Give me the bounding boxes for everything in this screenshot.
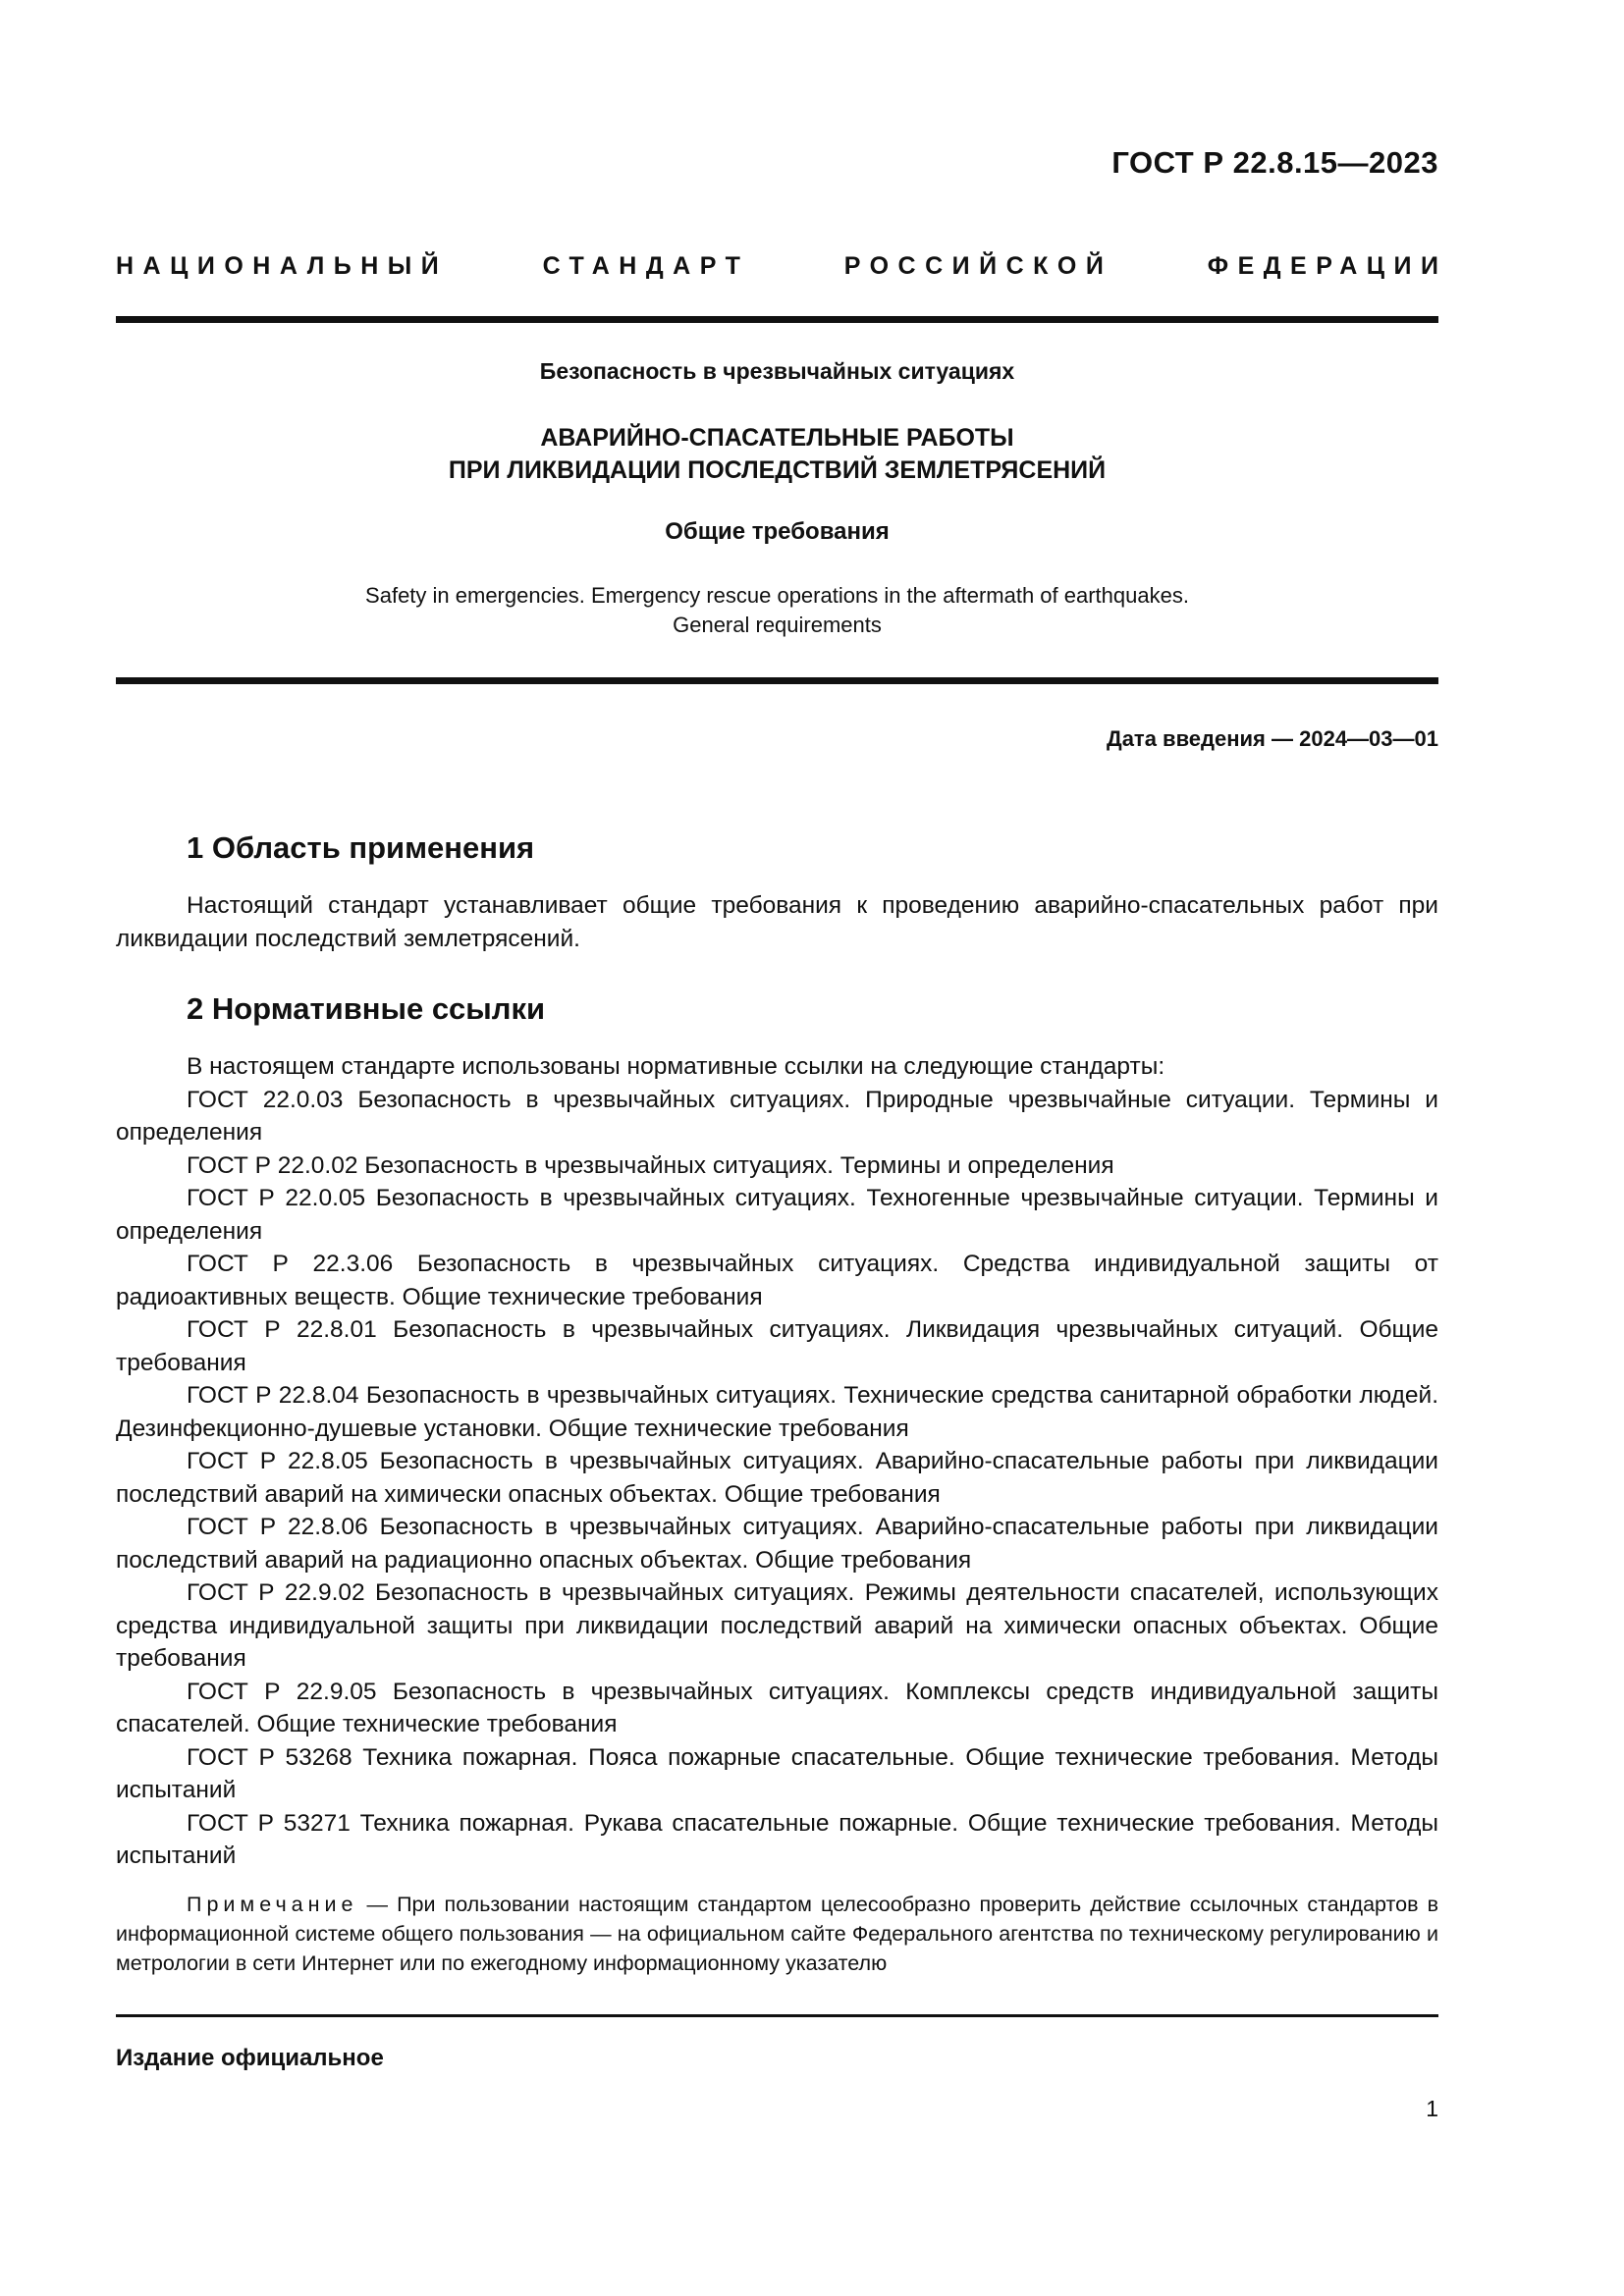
reference-item: ГОСТ Р 22.8.06 Безопасность в чрезвычайных ситуациях. Аварийно-спасательные работы при ликвидации последствий аварий на радиационно опасных объектах. Общие требования — [116, 1514, 1438, 1574]
section-heading-references: 2 Нормативные ссылки — [187, 991, 546, 1026]
banner-word: СТАНДАРТ — [542, 252, 750, 280]
reference-item: ГОСТ Р 22.8.04 Безопасность в чрезвычайных ситуациях. Технические средства санитарной обработки людей. Дезинфекционно-душевые установки. Общие технические требования — [116, 1382, 1438, 1442]
standard-subject: Безопасность в чрезвычайных ситуациях — [539, 358, 1015, 384]
title-divider — [116, 677, 1438, 684]
page-number: 1 — [1426, 2096, 1438, 2121]
note-label: Примечание — [187, 1893, 358, 1916]
reference-item: ГОСТ Р 22.0.02 Безопасность в чрезвычайных ситуациях. Термины и определения — [187, 1151, 1114, 1179]
top-divider — [116, 316, 1438, 323]
references-intro: В настоящем стандарте использованы нормативные ссылки на следующие стандарты: — [187, 1053, 1165, 1080]
banner-word: РОССИЙСКОЙ — [843, 252, 1113, 280]
reference-item: ГОСТ Р 53271 Техника пожарная. Рукава спасательные пожарные. Общие технические требования. Методы испытаний — [116, 1809, 1438, 1869]
banner-word: ФЕДЕРАЦИИ — [1207, 252, 1448, 280]
scope-paragraph: Настоящий стандарт устанавливает общие требования к проведению аварийно-спасательных работ при ликвидации последствий землетрясений. — [116, 892, 1438, 952]
official-edition-label: Издание официальное — [116, 2045, 384, 2071]
reference-item: ГОСТ Р 22.9.05 Безопасность в чрезвычайных ситуациях. Комплексы средств индивидуальной защиты спасателей. Общие технические требования — [116, 1678, 1438, 1737]
reference-item: ГОСТ Р 22.9.02 Безопасность в чрезвычайных ситуациях. Режимы деятельности спасателей, использующих средства индивидуальной защиты при ликвидации последствий аварий на химически опасных объектах. Общие требования — [116, 1579, 1438, 1672]
note-text: — При пользовании настоящим стандартом целесообразно проверить действие ссылочных стандартов в информационной системе общего пользования — на официальном сайте Федерального агентства по техническому регулированию и метрологии в сети Интернет или по ежегодному информационному указателю — [116, 1893, 1438, 1975]
standard-subtitle: Общие требования — [665, 518, 890, 545]
reference-item: ГОСТ Р 53268 Техника пожарная. Пояса пожарные спасательные. Общие технические требования. Методы испытаний — [116, 1743, 1438, 1803]
references-list — [116, 1050, 1438, 1873]
reference-item: ГОСТ Р 22.8.05 Безопасность в чрезвычайных ситуациях. Аварийно-спасательные работы при ликвидации последствий аварий на химически опасных объектах. Общие требования — [116, 1448, 1438, 1508]
footer-divider — [116, 2014, 1438, 2017]
note-paragraph — [116, 1890, 1438, 1978]
standard-title — [116, 422, 1438, 487]
reference-item: ГОСТ 22.0.03 Безопасность в чрезвычайных ситуациях. Природные чрезвычайные ситуации. Термины и определения — [116, 1086, 1438, 1146]
introduction-date: Дата введения — 2024—03—01 — [1107, 726, 1438, 751]
document-code: ГОСТ Р 22.8.15—2023 — [1111, 145, 1438, 180]
reference-item: ГОСТ Р 22.0.05 Безопасность в чрезвычайных ситуациях. Техногенные чрезвычайные ситуации. Термины и определения — [116, 1185, 1438, 1245]
title-line: АВАРИЙНО-СПАСАТЕЛЬНЫЕ РАБОТЫ — [540, 424, 1014, 452]
national-standard-banner — [116, 252, 1448, 281]
section-heading-scope: 1 Область применения — [187, 830, 535, 865]
document-page — [116, 0, 1448, 2296]
banner-word: НАЦИОНАЛЬНЫЙ — [116, 252, 449, 280]
english-title — [116, 581, 1438, 640]
reference-item: ГОСТ Р 22.3.06 Безопасность в чрезвычайных ситуациях. Средства индивидуальной защиты от радиоактивных веществ. Общие технические требования — [116, 1251, 1438, 1310]
english-title-line: Safety in emergencies. Emergency rescue operations in the aftermath of earthquakes. — [365, 583, 1189, 608]
title-line: ПРИ ЛИКВИДАЦИИ ПОСЛЕДСТВИЙ ЗЕМЛЕТРЯСЕНИЙ — [448, 456, 1107, 484]
reference-item: ГОСТ Р 22.8.01 Безопасность в чрезвычайных ситуациях. Ликвидация чрезвычайных ситуаций. Общие требования — [116, 1316, 1438, 1376]
english-title-line: General requirements — [673, 613, 882, 637]
scope-text-block — [116, 889, 1438, 955]
